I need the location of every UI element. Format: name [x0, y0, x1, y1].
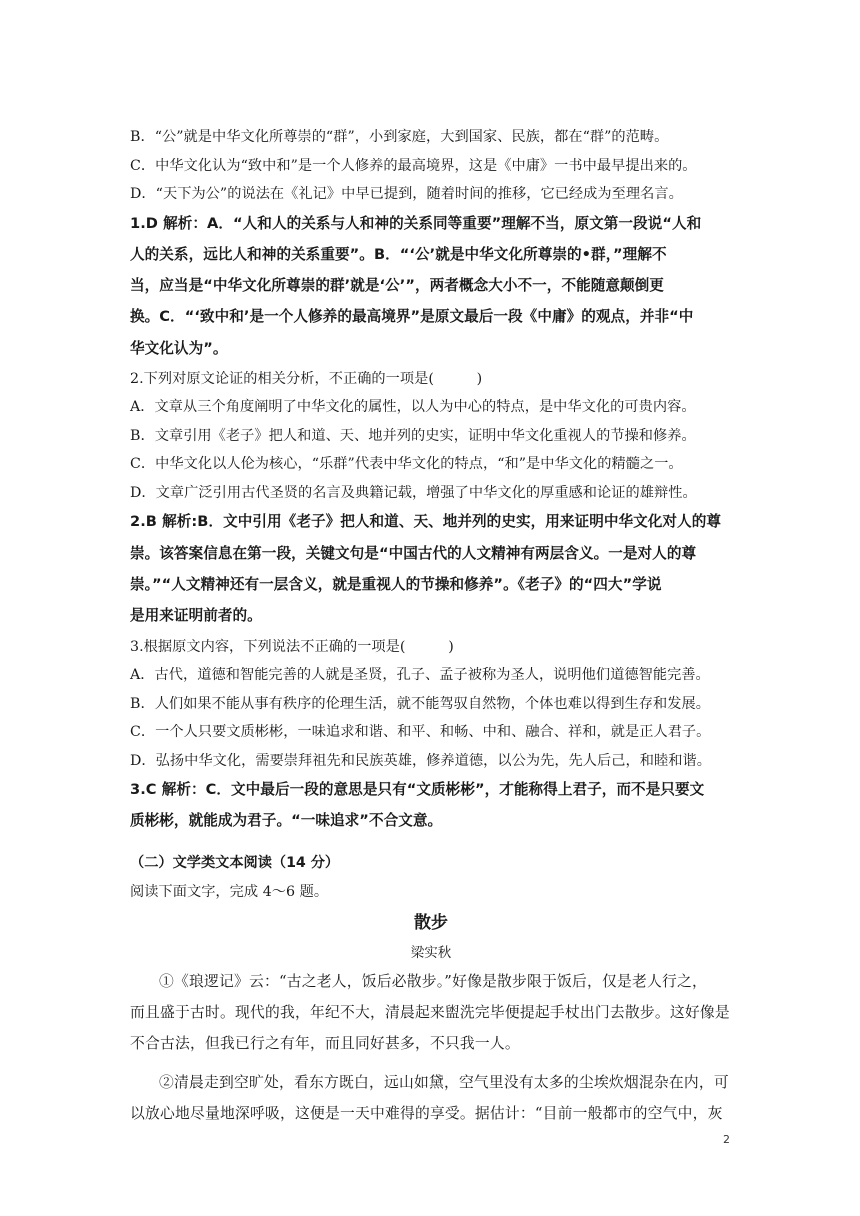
passage-line: 不合古法，但我已行之有年，而且同好甚多，不只我一人。 [130, 1034, 520, 1052]
q3-stem: 3.根据原文内容，下列说法不正确的一项是( ) [130, 638, 454, 655]
q1-option-c: C．中华文化认为“致中和”是一个人修养的最高境界，这是《中庸》一书中最早提出来的。 [130, 157, 697, 174]
answer-line: 是用来证明前者的。 [130, 607, 262, 625]
section-instruction: 阅读下面文字，完成 4～6 题。 [130, 884, 329, 901]
passage-paragraph-2 [130, 1073, 732, 1124]
answer-line: 人的关系，远比人和神的关系重要”。B．“‘公’就是中华文化所尊崇的•群，”理解不 [130, 245, 667, 263]
passage-line: 以放心地尽量地深呼吸，这便是一天中难得的享受。据估计：“目前一般都市的空气中，灰 [130, 1104, 723, 1122]
page-content [130, 128, 732, 1135]
answer-line: 质彬彬，就能成为君子。“一味追求”不合文意。 [130, 812, 443, 830]
answer-2 [130, 512, 732, 625]
q2-option-c: C．中华文化以人伦为核心，“乐群”代表中华文化的特点，“和”是中华文化的精髓之一。 [130, 456, 683, 473]
q2-option-b: B．文章引用《老子》把人和道、天、地并列的史实，证明中华文化重视人的节操和修养。 [130, 427, 696, 444]
q3-option-d: D．弘扬中华文化，需要崇拜祖先和民族英雄，修养道德，以公为先，先人后己，和睦和谐。 [130, 752, 711, 769]
section-heading: （二）文学类文本阅读（14 分） [130, 855, 340, 872]
answer-line: 当，应当是“中华文化所尊崇的群’就是‘公’”，两者概念大小不一，不能随意颠倒更 [130, 277, 664, 295]
answer-line: 崇。”“人文精神还有一层含义，就是重视人的节操和修养”。《老子》的“四大”学说 [130, 576, 662, 594]
page-number: 2 [723, 1133, 730, 1146]
answer-line: 2.B 解析:B．文中引用《老子》把人和道、天、地并列的史实，用来证明中华文化对人的尊 [130, 513, 721, 531]
q2-stem: 2.下列对原文论证的相关分析，不正确的一项是( ) [130, 370, 483, 387]
answer-line: 1.D 解析：A．“人和人的关系与人和神的关系同等重要”理解不当，原文第一段说“人和 [130, 214, 702, 232]
q3-option-a: A．古代，道德和智能完善的人就是圣贤，孔子、孟子被称为圣人，说明他们道德智能完善。 [130, 667, 710, 684]
passage-author: 梁实秋 [410, 944, 452, 961]
passage-title: 散步 [414, 912, 448, 933]
q1-option-b: B．“公”就是中华文化所尊崇的“群”，小到家庭，大到国家、民族，都在“群”的范畴。 [130, 129, 669, 145]
q3-option-b: B．人们如果不能从事有秩序的伦理生活，就不能驾驭自然物，个体也难以得到生存和发展。 [130, 695, 710, 712]
passage-line: 而且盛于古时。现代的我，年纪不大，清晨起来盥洗完毕便提起手杖出门去散步。这好像是 [130, 1003, 730, 1021]
q1-option-d: D．“天下为公”的说法在《礼记》中早已提到，随着时间的推移，它已经成为至理名言。 [130, 186, 683, 202]
answer-1 [130, 214, 732, 358]
q3-option-c: C．一个人只要文质彬彬，一味追求和谐、和平、和畅、中和、融合、祥和，就是正人君子。 [130, 724, 711, 741]
passage-line: ②清晨走到空旷处，看东方既白，远山如黛，空气里没有太多的尘埃炊烟混杂在内，可 [159, 1073, 729, 1091]
passage-paragraph-1 [130, 972, 732, 1054]
q2-option-a: A．文章从三个角度阐明了中华文化的属性，以人为中心的特点，是中华文化的可贵内容。 [130, 399, 696, 416]
answer-line: 崇。该答案信息在第一段，关键文句是“中国古代的人文精神有两层含义。一是对人的尊 [130, 544, 697, 562]
answer-line: 3.C 解析：C．文中最后一段的意思是只有“文质彬彬”，才能称得上君子，而不是只要文 [130, 781, 705, 799]
answer-3 [130, 780, 732, 830]
passage-line: ①《琅逻记》云：“古之老人，饭后必散步。”好像是散步限于饭后，仅是老人行之， [159, 972, 708, 990]
q2-option-d: D．文章广泛引用古代圣贤的名言及典籍记载，增强了中华文化的厚重感和论证的雄辩性。 [130, 484, 697, 501]
answer-line: 华文化认为”。 [130, 339, 228, 357]
answer-line: 换。C．“‘致中和’是一个人修养的最高境界”是原文最后一段《中庸》的观点，并非“中 [130, 308, 694, 326]
